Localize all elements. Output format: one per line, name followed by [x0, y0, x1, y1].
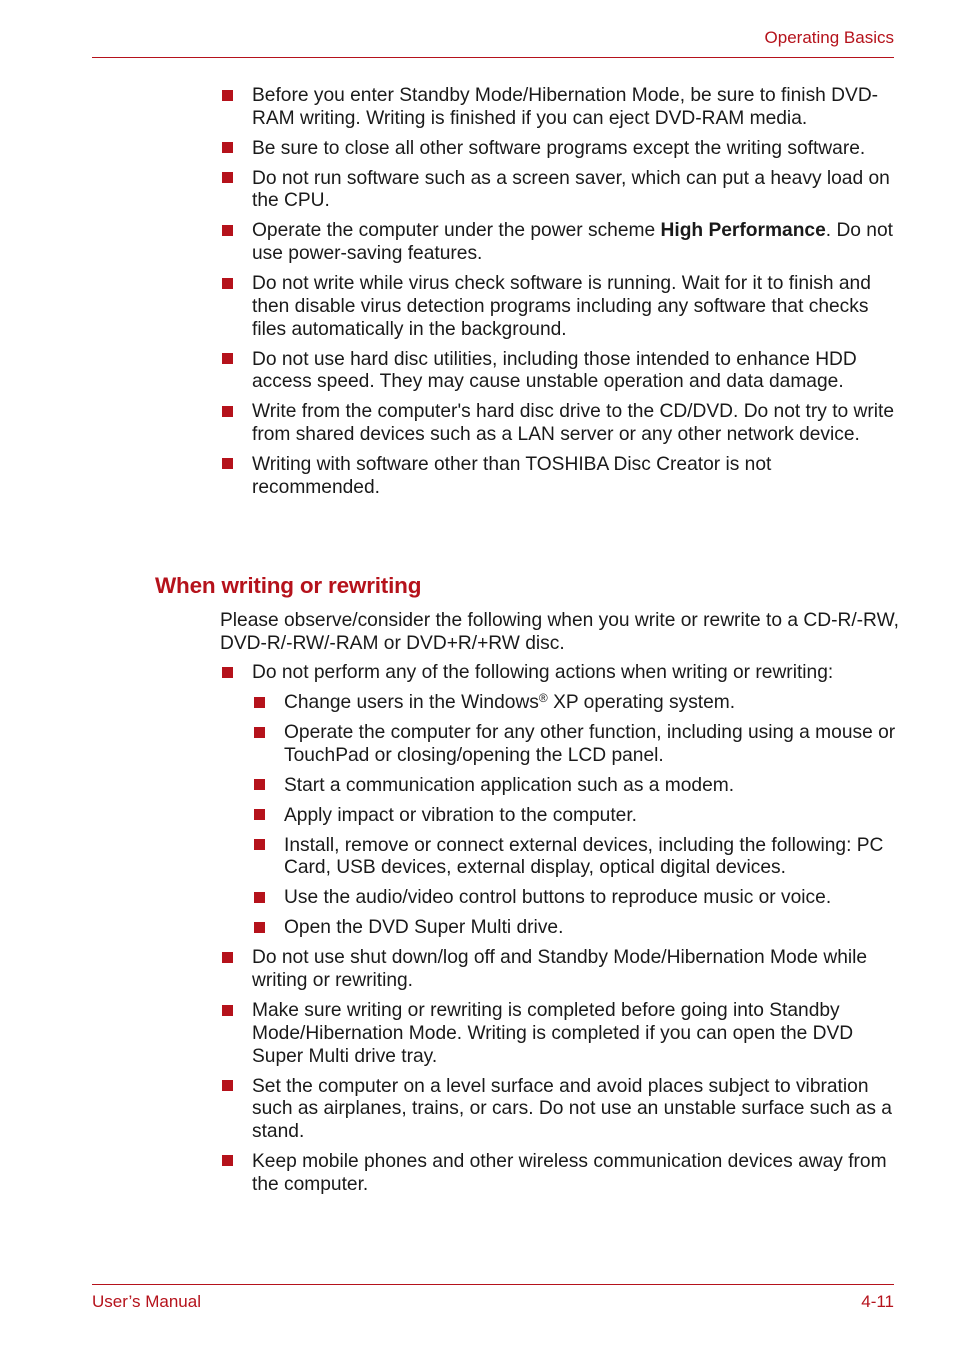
- list-item: [220, 273, 896, 341]
- square-bullet-icon: [222, 667, 233, 678]
- list-item-text: Keep mobile phones and other wireless communication devices away from the computer.: [252, 1150, 887, 1195]
- page-header: [92, 0, 894, 58]
- square-bullet-icon: [222, 1005, 233, 1016]
- sub-list-item-text-pre: Change users in the Windows: [284, 692, 539, 713]
- writing-precautions-list: [220, 662, 896, 1204]
- sub-list-item: [252, 692, 896, 715]
- list-item-text: Do not write while virus check software is running. Wait for it to finish and then disable virus detection programs including any software that checks files automatically in the background.: [252, 273, 871, 340]
- square-bullet-icon: [222, 952, 233, 963]
- list-item-text: Set the computer on a level surface and avoid places subject to vibration such as airplanes, trains, or cars. Do not use an unstable surface such as a stand.: [252, 1075, 892, 1142]
- square-bullet-icon: [222, 278, 233, 289]
- square-bullet-icon: [254, 697, 265, 708]
- list-item-text: Be sure to close all other software programs except the writing software.: [252, 137, 866, 159]
- list-item-text: Do not use hard disc utilities, including those intended to enhance HDD access speed. They may cause unstable operation and data damage.: [252, 348, 857, 393]
- list-item: [220, 454, 896, 499]
- square-bullet-icon: [254, 779, 265, 790]
- square-bullet-icon: [254, 922, 265, 933]
- list-item: [220, 1076, 896, 1144]
- square-bullet-icon: [254, 727, 265, 738]
- list-item-text: Make sure writing or rewriting is completed before going into Standby Mode/Hibernation Mode. Writing is completed if you can open the DVD Super Multi drive tray.: [252, 1000, 854, 1067]
- sub-list-item: [252, 835, 896, 880]
- square-bullet-icon: [222, 142, 233, 153]
- list-item-text: Do not perform any of the following actions when writing or rewriting:: [252, 662, 834, 683]
- square-bullet-icon: [222, 172, 233, 183]
- manual-title: User’s Manual: [92, 1292, 201, 1311]
- list-item-text-post: . Do not use power-saving features.: [252, 220, 893, 265]
- sub-list-item-text: Open the DVD Super Multi drive.: [284, 917, 564, 939]
- square-bullet-icon: [222, 225, 233, 236]
- sub-list-item: [252, 805, 896, 828]
- precautions-list: [220, 85, 896, 507]
- section-heading: When writing or rewriting: [155, 573, 422, 598]
- list-item: [220, 1000, 896, 1068]
- sub-list-item-text: Apply impact or vibration to the computer.: [284, 804, 638, 826]
- sub-list-item-text: Start a communication application such as a modem.: [284, 774, 735, 796]
- list-item-text: Writing with software other than TOSHIBA Disc Creator is not recommended.: [252, 453, 772, 498]
- sub-list-item-text: Install, remove or connect external devices, including the following: PC Card, USB devices, external display, optical digital devices.: [284, 834, 884, 879]
- list-item: [220, 138, 896, 161]
- square-bullet-icon: [222, 1155, 233, 1166]
- header-section-title: Operating Basics: [764, 28, 894, 47]
- power-scheme-name: High Performance: [660, 220, 826, 242]
- list-item-text-pre: Operate the computer under the power scheme: [252, 220, 661, 242]
- sub-list-item-text: Use the audio/video control buttons to reproduce music or voice.: [284, 887, 832, 909]
- sub-list-item-text-post: XP operating system.: [547, 692, 736, 713]
- list-item: [220, 947, 896, 992]
- sub-list-item: [252, 917, 896, 940]
- list-item-text: Before you enter Standby Mode/Hibernation Mode, be sure to finish DVD-RAM writing. Writing is finished if you can eject DVD-RAM media.: [252, 85, 879, 129]
- list-item: [220, 1151, 896, 1196]
- square-bullet-icon: [222, 353, 233, 364]
- list-item: [220, 662, 896, 940]
- list-item: [220, 401, 896, 446]
- list-item: [220, 349, 896, 394]
- sub-list-item: [252, 722, 896, 767]
- list-item-text: Write from the computer's hard disc drive to the CD/DVD. Do not try to write from shared devices such as a LAN server or any other network device.: [252, 401, 895, 445]
- page-number: 4-11: [861, 1292, 894, 1311]
- list-item: [220, 85, 896, 130]
- square-bullet-icon: [254, 809, 265, 820]
- square-bullet-icon: [222, 1080, 233, 1091]
- section-intro: Please observe/consider the following when you write or rewrite to a CD-R/-RW, DVD-R/-RW/-RAM or DVD+R/+RW disc.: [220, 610, 899, 654]
- page-footer: [92, 1284, 894, 1325]
- list-item-text: Do not run software such as a screen saver, which can put a heavy load on the CPU.: [252, 167, 890, 212]
- sub-list-item: [252, 887, 896, 910]
- list-item: [220, 168, 896, 213]
- square-bullet-icon: [222, 90, 233, 101]
- sub-list-item: [252, 775, 896, 798]
- list-item-text: Do not use shut down/log off and Standby Mode/Hibernation Mode while writing or rewriting.: [252, 947, 868, 992]
- square-bullet-icon: [254, 892, 265, 903]
- square-bullet-icon: [254, 839, 265, 850]
- registered-mark: ®: [538, 691, 548, 705]
- square-bullet-icon: [222, 458, 233, 469]
- prohibited-actions-sublist: [252, 692, 896, 940]
- square-bullet-icon: [222, 406, 233, 417]
- sub-list-item-text: Operate the computer for any other function, including using a mouse or TouchPad or closing/opening the LCD panel.: [284, 722, 896, 766]
- list-item: [220, 220, 896, 265]
